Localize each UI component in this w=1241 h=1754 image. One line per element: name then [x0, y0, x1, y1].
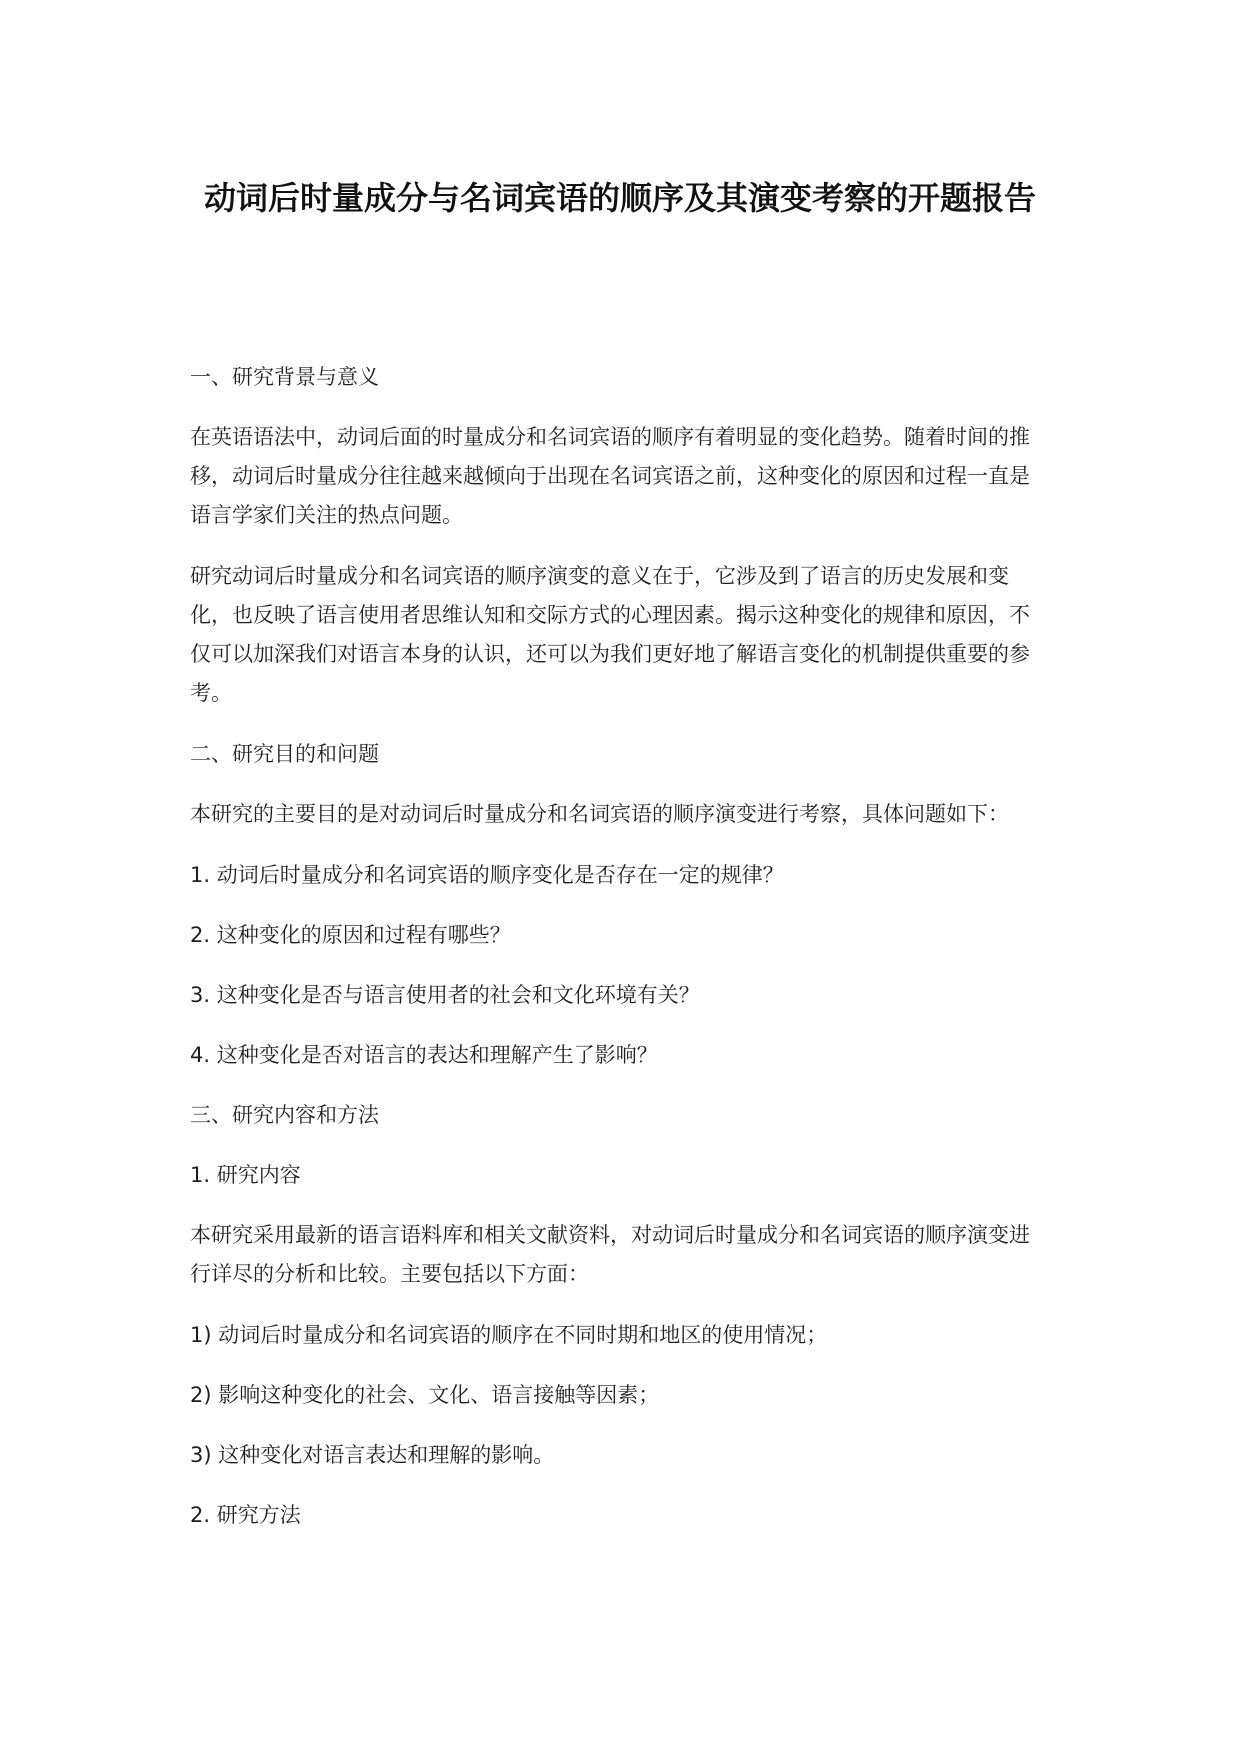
paragraph-background-2: 研究动词后时量成分和名词宾语的顺序演变的意义在于，它涉及到了语言的历史发展和变化，也反映了语言使用者思维认知和交际方式的心理因素。揭示这种变化的规律和原因，不仅可以加深我们对语言本身的认识，还可以为我们更好地了解语言变化的机制提供重要的参考。 [190, 564, 1030, 705]
section-heading-content-methods: 三、研究内容和方法 [190, 1103, 379, 1127]
content-item-2: 2) 影响这种变化的社会、文化、语言接触等因素； [190, 1383, 660, 1407]
research-question-4: 4. 这种变化是否对语言的表达和理解产生了影响？ [190, 1043, 658, 1067]
research-question-2: 2. 这种变化的原因和过程有哪些？ [190, 923, 511, 947]
subsection-heading-content: 1. 研究内容 [190, 1163, 301, 1187]
research-question-3: 3. 这种变化是否与语言使用者的社会和文化环境有关？ [190, 983, 700, 1007]
section-heading-background: 一、研究背景与意义 [190, 365, 379, 389]
research-question-1: 1. 动词后时量成分和名词宾语的顺序变化是否存在一定的规律？ [190, 863, 784, 887]
document-body [190, 358, 1050, 1551]
paragraph-content-intro: 本研究采用最新的语言语料库和相关文献资料，对动词后时量成分和名词宾语的顺序演变进行详尽的分析和比较。主要包括以下方面： [190, 1223, 1030, 1286]
subsection-heading-methods: 2. 研究方法 [190, 1503, 301, 1527]
section-heading-objectives: 二、研究目的和问题 [190, 742, 379, 766]
paragraph-objectives-intro: 本研究的主要目的是对动词后时量成分和名词宾语的顺序演变进行考察，具体问题如下： [190, 802, 1009, 826]
document-title: 动词后时量成分与名词宾语的顺序及其演变考察的开题报告 [203, 179, 1036, 217]
content-item-3: 3) 这种变化对语言表达和理解的影响。 [190, 1443, 555, 1467]
paragraph-background-1: 在英语语法中，动词后面的时量成分和名词宾语的顺序有着明显的变化趋势。随着时间的推移，动词后时量成分往往越来越倾向于出现在名词宾语之前，这种变化的原因和过程一直是语言学家们关注的热点问题。 [190, 425, 1030, 527]
content-item-1: 1) 动词后时量成分和名词宾语的顺序在不同时期和地区的使用情况； [190, 1323, 828, 1347]
